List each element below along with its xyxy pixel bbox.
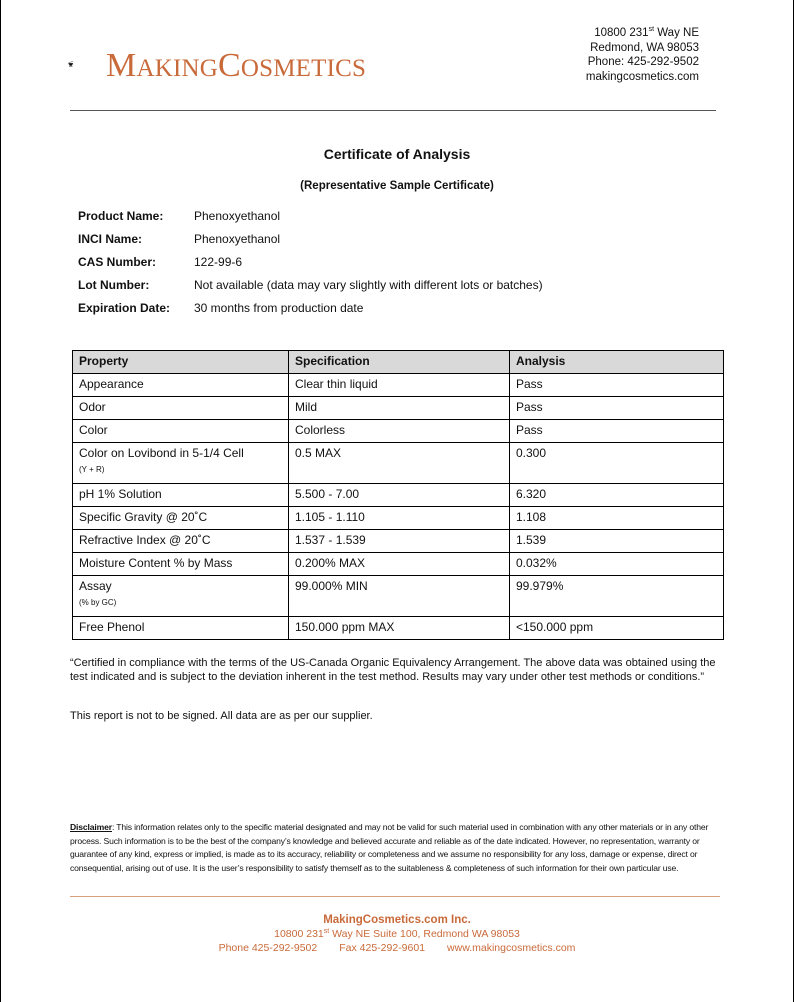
cell-analysis: 99.979% [510, 576, 724, 617]
address-street: 10800 231st Way NE [594, 26, 699, 39]
info-label: INCI Name: [78, 232, 143, 246]
table-header-row [73, 351, 724, 374]
cell-specification: 0.5 MAX [289, 443, 510, 484]
specification-table [72, 350, 724, 640]
info-label: Lot Number: [78, 278, 150, 292]
cell-analysis: 1.108 [510, 507, 724, 530]
cell-property: Odor [73, 397, 289, 420]
cell-analysis: 1.539 [510, 530, 724, 553]
cell-property: Moisture Content % by Mass [73, 553, 289, 576]
info-value: Phenoxyethanol [194, 232, 281, 246]
table-row [73, 484, 724, 507]
table-row [73, 576, 724, 617]
footer-website[interactable]: www.makingcosmetics.com [447, 942, 576, 954]
footer-company: MakingCosmetics.com Inc. [323, 914, 471, 926]
address-website: makingcosmetics.com [585, 70, 699, 83]
footer-address: 10800 231st Way NE Suite 100, Redmond WA 98053 [274, 928, 520, 940]
cell-specification: Clear thin liquid [289, 374, 510, 397]
table-row [73, 553, 724, 576]
cell-property: Assay (% by GC) [73, 576, 289, 617]
property-note: (% by GC) [79, 598, 117, 607]
disclaimer-text: : This information relates only to the specific material designated and may not be valid for such material used in combination with any other materials or in any other process. Such information is to be the best of the company’s knowledge and believed accurate and reliable as of the date indicated. However, no representation, warranty or guarantee of any kind, express or implied, is made as to its accuracy, reliability or completeness and we assume no responsibility for any loss, damage or expense, direct or consequential, arising out of use. It is the user’s responsibility to satisfy themself as to the suitableness & completeness of such information for their own particular use. [70, 822, 709, 873]
cell-analysis: 6.320 [510, 484, 724, 507]
table-row [73, 397, 724, 420]
info-label: Expiration Date: [78, 301, 171, 315]
table-row [73, 420, 724, 443]
table-row [73, 443, 724, 484]
info-value: 122-99-6 [194, 255, 243, 269]
cell-analysis: Pass [510, 374, 724, 397]
table-row [73, 507, 724, 530]
address-phone: Phone: 425-292-9502 [587, 56, 699, 68]
footer-divider [70, 896, 720, 897]
cell-property: pH 1% Solution [73, 484, 289, 507]
cell-property: Color [73, 420, 289, 443]
signature-note: This report is not to be signed. All data are as per our supplier. [70, 710, 373, 722]
cell-property: Appearance [73, 374, 289, 397]
cell-property: Specific Gravity @ 20˚C [73, 507, 289, 530]
cell-specification: 0.200% MAX [289, 553, 510, 576]
cell-specification: 1.105 - 1.110 [289, 507, 510, 530]
document-subtitle: (Representative Sample Certificate) [300, 180, 494, 192]
info-value: Not available (data may vary slightly with different lots or batches) [194, 278, 543, 292]
cell-specification: 1.537 - 1.539 [289, 530, 510, 553]
company-address-block [586, 26, 699, 84]
disclaimer [70, 821, 720, 875]
document-title: Certificate of Analysis [323, 146, 471, 162]
footer-fax: Fax 425-292-9601 [339, 942, 426, 954]
info-label: CAS Number: [78, 255, 157, 269]
disclaimer-label: Disclaimer [70, 822, 112, 832]
header-divider [70, 110, 716, 111]
mortar-pestle-logo-icon [68, 42, 108, 86]
address-city: Redmond, WA 98053 [590, 41, 699, 54]
footer-phone: Phone 425-292-9502 [218, 942, 318, 954]
cell-property: Free Phenol [73, 617, 289, 640]
info-value: Phenoxyethanol [194, 209, 281, 223]
cell-property: Color on Lovibond in 5-1/4 Cell (Y + R) [73, 443, 289, 484]
cell-analysis: <150.000 ppm [510, 617, 724, 640]
column-header-property: Property [73, 351, 289, 374]
brand-logo-text: MAKINGCOSMETICS [106, 47, 367, 84]
column-header-analysis: Analysis [510, 351, 724, 374]
cell-analysis: 0.300 [510, 443, 724, 484]
footer-contacts [0, 941, 794, 955]
table-row [73, 530, 724, 553]
cell-specification: 150.000 ppm MAX [289, 617, 510, 640]
cell-analysis: 0.032% [510, 553, 724, 576]
column-header-specification: Specification [289, 351, 510, 374]
table-row [73, 374, 724, 397]
info-label: Product Name: [78, 209, 164, 223]
cell-property: Refractive Index @ 20˚C [73, 530, 289, 553]
property-note: (Y + R) [79, 465, 105, 474]
cell-analysis: Pass [510, 397, 724, 420]
cell-analysis: Pass [510, 420, 724, 443]
info-value: 30 months from production date [194, 301, 364, 315]
cell-specification: 99.000% MIN [289, 576, 510, 617]
table-row [73, 617, 724, 640]
cell-specification: 5.500 - 7.00 [289, 484, 510, 507]
certification-statement: “Certified in compliance with the terms of the US-Canada Organic Equivalency Arrangement. The above data was obtained using the test indicated and is subject to the deviation inherent in the test method. Results may vary under other test methods or conditions.” [70, 657, 716, 683]
footer [0, 913, 794, 955]
cell-specification: Colorless [289, 420, 510, 443]
cell-specification: Mild [289, 397, 510, 420]
